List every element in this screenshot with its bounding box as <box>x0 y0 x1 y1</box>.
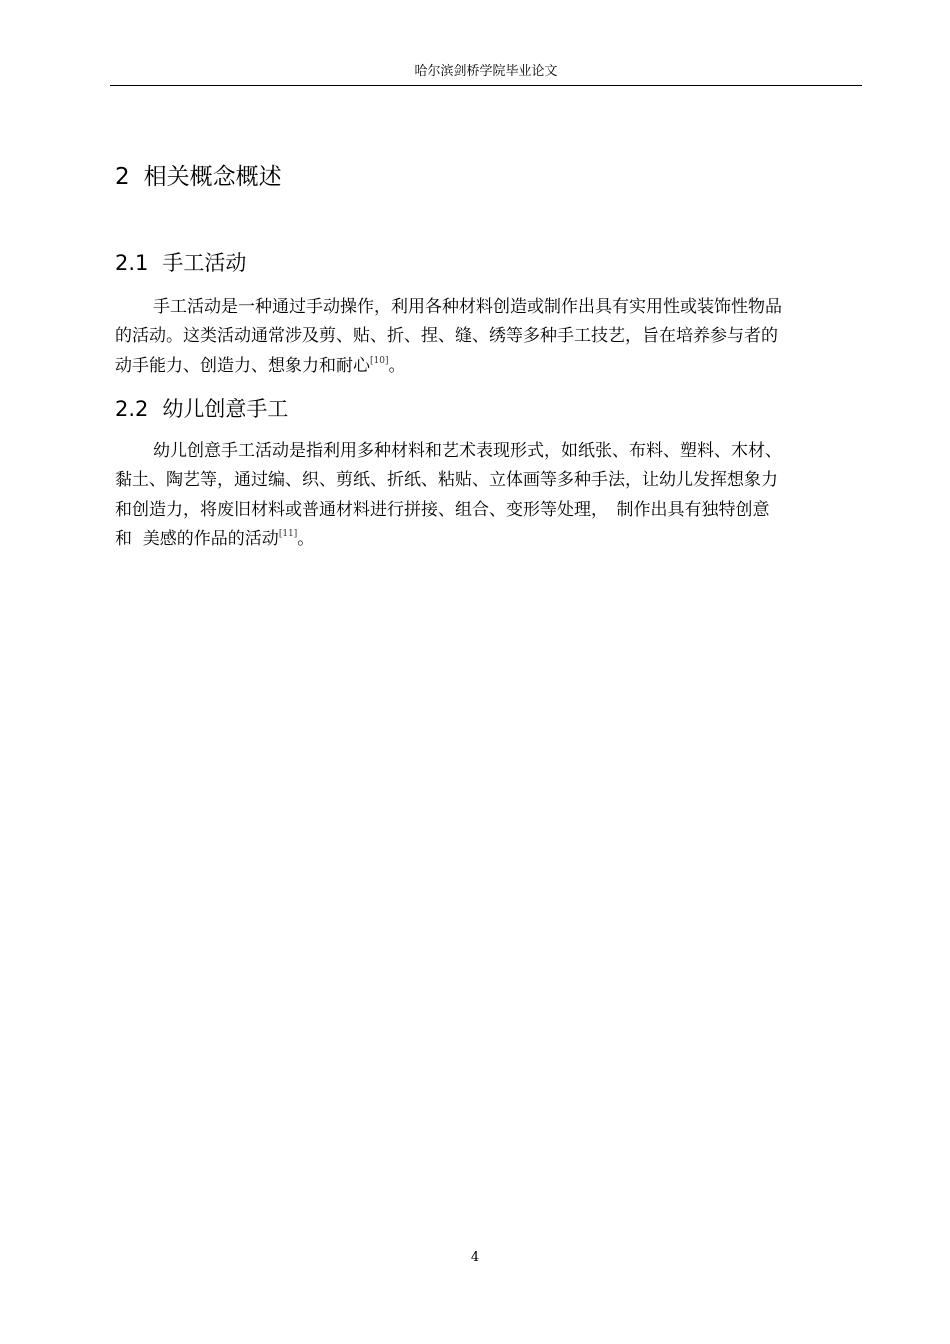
section-2-2-paragraph <box>115 437 867 554</box>
paragraph-text: 和 美感的作品的活动 <box>115 528 279 549</box>
paragraph-line: 手工活动是一种通过手动操作，利用各种材料创造或制作出具有实用性或装饰性物品 <box>153 297 782 317</box>
paragraph-line: 幼儿创意手工活动是指利用多种材料和艺术表现形式，如纸张、布料、塑料、木材、 <box>153 441 782 461</box>
section-title: 手工活动 <box>162 251 247 275</box>
citation-ref[interactable]: [11] <box>278 528 298 539</box>
page-number: 4 <box>470 1250 480 1265</box>
section-title: 幼儿创意手工 <box>162 397 289 421</box>
chapter-heading <box>115 160 282 194</box>
sentence-end: 。 <box>388 355 406 376</box>
paragraph-line: 和创造力，将废旧材料或普通材料进行拼接、组合、变形等处理， 制作出具有独特创意 <box>115 499 770 520</box>
paragraph-text: 动手能力、创造力、想象力和耐心 <box>115 355 370 376</box>
section-number: 2.1 <box>115 251 149 275</box>
chapter-number: 2 <box>115 164 130 190</box>
citation-ref[interactable]: [10] <box>370 355 389 366</box>
chapter-title: 相关概念概述 <box>143 164 282 190</box>
running-header: 哈尔滨剑桥学院毕业论文 <box>414 64 558 79</box>
sentence-end: 。 <box>297 528 315 549</box>
paragraph-line: 的活动。这类活动通常涉及剪、贴、折、捏、缝、绣等多种手工技艺，旨在培养参与者的 <box>115 326 778 347</box>
header-divider <box>110 85 862 86</box>
paragraph-line-last <box>115 352 867 381</box>
section-heading-2-1 <box>115 247 246 279</box>
section-2-1-paragraph <box>115 293 867 381</box>
section-heading-2-2 <box>115 393 288 425</box>
paragraph-line-last <box>115 525 867 554</box>
paragraph-line: 黏土、陶艺等，通过编、织、剪纸、折纸、粘贴、立体画等多种手法，让幼儿发挥想象力 <box>115 470 778 491</box>
section-number: 2.2 <box>115 397 149 421</box>
